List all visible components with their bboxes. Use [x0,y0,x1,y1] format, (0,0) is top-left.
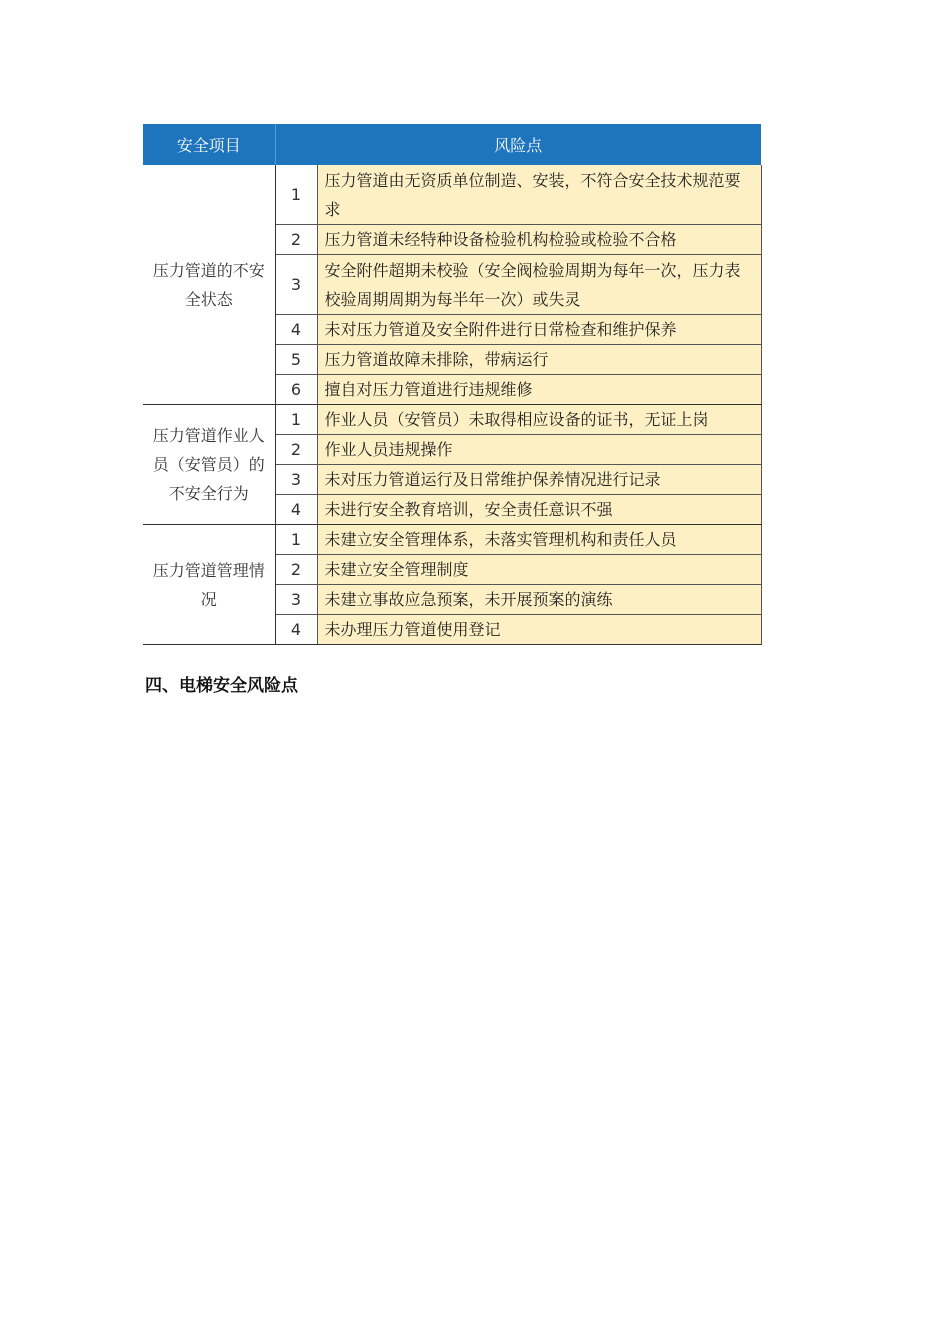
category-cell: 压力管道作业人员（安管员）的不安全行为 [143,405,275,525]
item-number: 3 [275,585,317,615]
item-text: 作业人员违规操作 [317,435,761,465]
section-heading: 四、电梯安全风险点 [145,676,298,696]
item-number: 6 [275,375,317,405]
table-row [143,165,761,225]
item-number: 1 [275,405,317,435]
risk-table [143,124,762,645]
item-text: 作业人员（安管员）未取得相应设备的证书，无证上岗 [317,405,761,435]
category-cell: 压力管道的不安全状态 [143,165,275,405]
item-number: 2 [275,555,317,585]
item-number: 1 [275,165,317,225]
table-row [143,525,761,555]
item-text: 擅自对压力管道进行违规维修 [317,375,761,405]
item-number: 2 [275,435,317,465]
item-text: 未建立安全管理制度 [317,555,761,585]
item-text: 未办理压力管道使用登记 [317,615,761,645]
category-cell: 压力管道管理情况 [143,525,275,645]
item-text: 未建立事故应急预案，未开展预案的演练 [317,585,761,615]
item-number: 4 [275,615,317,645]
item-number: 1 [275,525,317,555]
item-text: 未对压力管道及安全附件进行日常检查和维护保养 [317,315,761,345]
item-text: 未进行安全教育培训，安全责任意识不强 [317,495,761,525]
item-text: 压力管道故障未排除，带病运行 [317,345,761,375]
item-number: 4 [275,315,317,345]
item-text: 安全附件超期未校验（安全阀检验周期为每年一次，压力表校验周期周期为每半年一次）或失灵 [317,255,761,315]
item-number: 2 [275,225,317,255]
item-number: 4 [275,495,317,525]
header-safety-item: 安全项目 [143,124,275,165]
item-number: 3 [275,255,317,315]
item-text: 压力管道未经特种设备检验机构检验或检验不合格 [317,225,761,255]
item-text: 压力管道由无资质单位制造、安装，不符合安全技术规范要求 [317,165,761,225]
item-number: 3 [275,465,317,495]
item-number: 5 [275,345,317,375]
item-text: 未建立安全管理体系，未落实管理机构和责任人员 [317,525,761,555]
header-risk-point: 风险点 [275,124,761,165]
item-text: 未对压力管道运行及日常维护保养情况进行记录 [317,465,761,495]
table-header-row [143,124,761,165]
table-row [143,405,761,435]
